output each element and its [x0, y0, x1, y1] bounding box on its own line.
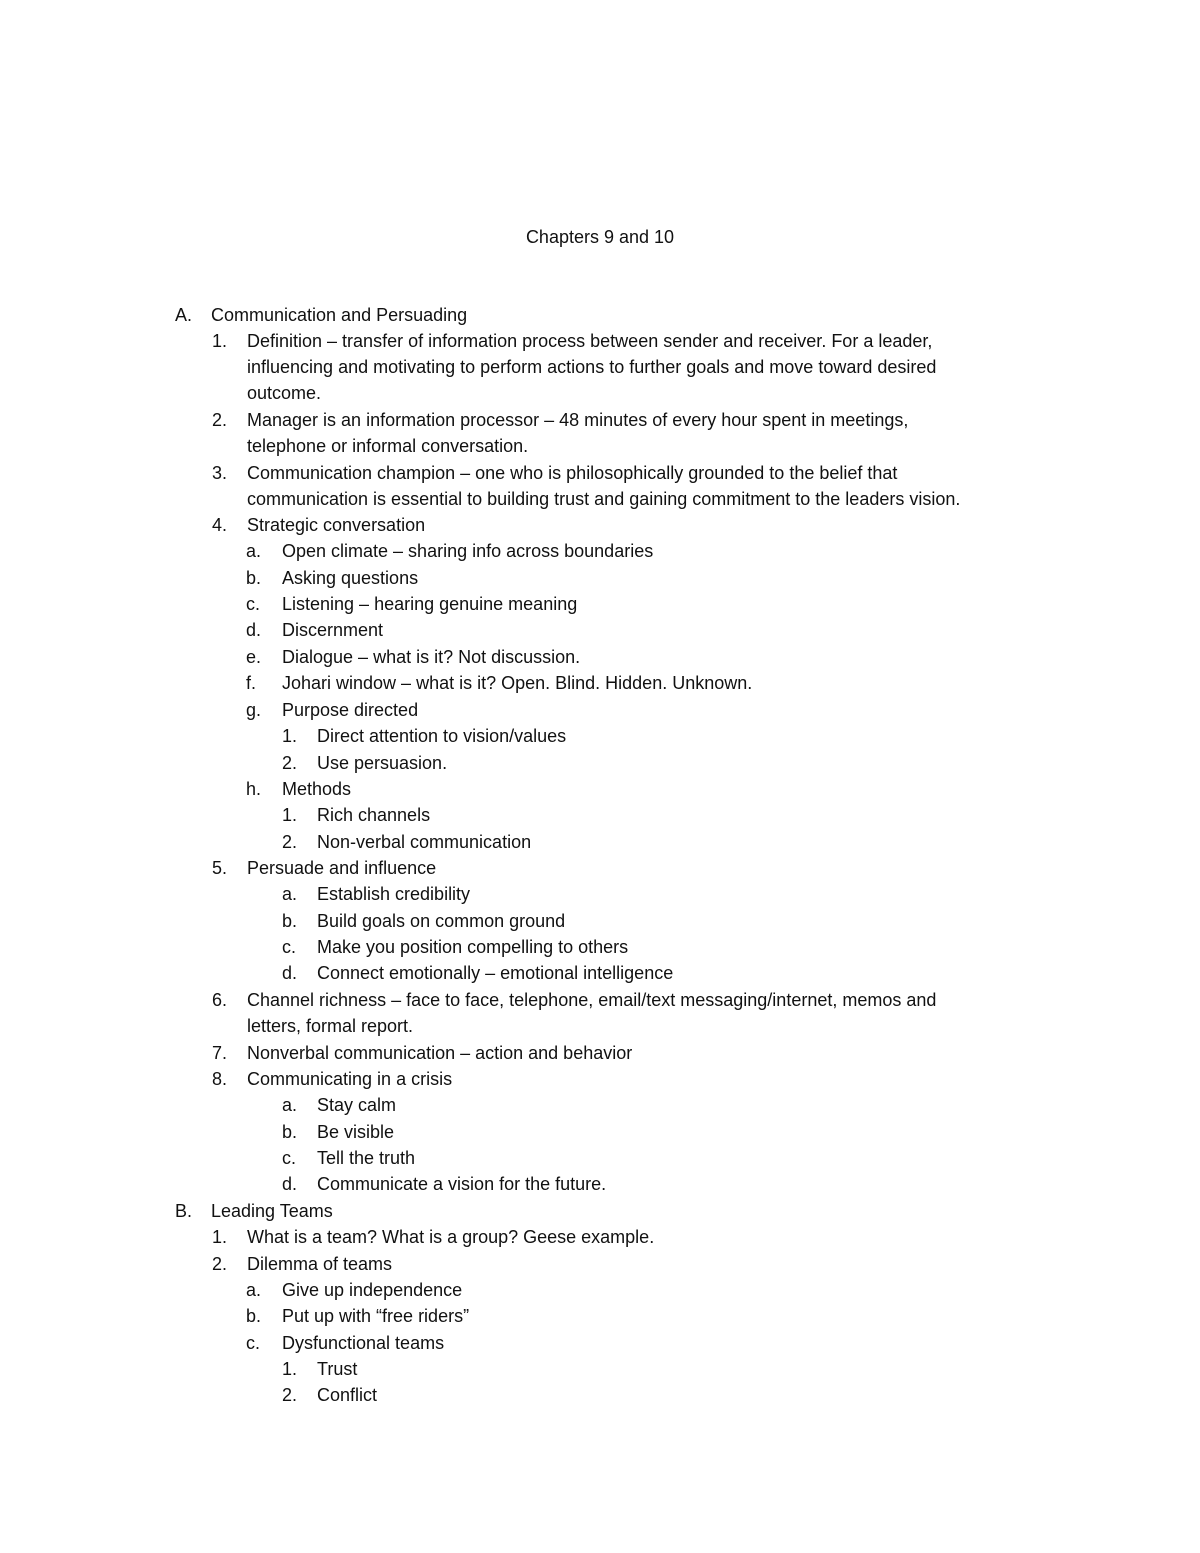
list-item-text: Rich channels	[317, 805, 431, 825]
list-item-text: Be visible	[317, 1122, 395, 1142]
list-item-text: Definition – transfer of information process between sender and receiver. For a leader,	[247, 331, 933, 351]
list-item-text: Johari window – what is it? Open. Blind. Hidden. Unknown.	[282, 673, 753, 693]
list-marker: c.	[246, 1333, 261, 1353]
list-item-text: Make you position compelling to others	[317, 937, 629, 957]
list-item-text: Channel richness – face to face, telephone, email/text messaging/internet, memos and	[247, 990, 937, 1010]
list-item-text: Build goals on common ground	[317, 911, 566, 931]
list-marker: 1.	[282, 805, 298, 825]
list-marker: 1.	[282, 1359, 298, 1379]
list-marker: b.	[282, 911, 298, 931]
list-marker: 2.	[212, 1254, 228, 1274]
list-item-text: Dilemma of teams	[247, 1254, 393, 1274]
list-item-text: Asking questions	[282, 568, 419, 588]
list-item-text: influencing and motivating to perform actions to further goals and move toward desired	[247, 357, 937, 377]
list-item-text: Conflict	[317, 1385, 378, 1405]
list-item-text: Trust	[317, 1359, 358, 1379]
list-marker: 2.	[282, 1385, 298, 1405]
list-item-text: Use persuasion.	[317, 753, 448, 773]
list-item-text: Persuade and influence	[247, 858, 437, 878]
list-marker: 6.	[212, 990, 228, 1010]
list-marker: 4.	[212, 515, 228, 535]
list-marker: c.	[246, 594, 261, 614]
list-item-text: Connect emotionally – emotional intelligence	[317, 963, 674, 983]
list-marker: d.	[282, 1174, 298, 1194]
list-item-text: Dysfunctional teams	[282, 1333, 445, 1353]
list-marker: a.	[246, 1280, 262, 1300]
list-marker: d.	[246, 620, 262, 640]
list-marker: c.	[282, 937, 297, 957]
list-item-text: outcome.	[247, 383, 322, 403]
list-item-text: Establish credibility	[317, 884, 471, 904]
list-item-text: Open climate – sharing info across boundaries	[282, 541, 654, 561]
list-item-text: Direct attention to vision/values	[317, 726, 567, 746]
list-item-text: Methods	[282, 779, 352, 799]
list-marker: 2.	[282, 753, 298, 773]
list-item-text: What is a team? What is a group? Geese example.	[247, 1227, 655, 1247]
list-marker: 1.	[282, 726, 298, 746]
list-marker: 8.	[212, 1069, 228, 1089]
list-marker: a.	[282, 1095, 298, 1115]
list-marker: c.	[282, 1148, 297, 1168]
list-marker: 5.	[212, 858, 228, 878]
list-marker: 1.	[212, 1227, 228, 1247]
list-item-text: Non-verbal communication	[317, 832, 532, 852]
list-item-text: Dialogue – what is it? Not discussion.	[282, 647, 581, 667]
list-item-text: telephone or informal conversation.	[247, 436, 529, 456]
list-item-text: Stay calm	[317, 1095, 397, 1115]
list-item-text: Nonverbal communication – action and behavior	[247, 1043, 633, 1063]
page-title: Chapters 9 and 10	[525, 227, 675, 247]
list-item-text: Leading Teams	[211, 1201, 333, 1221]
list-item-text: Communication and Persuading	[211, 305, 468, 325]
list-marker: 2.	[282, 832, 298, 852]
list-item-text: Communicating in a crisis	[247, 1069, 453, 1089]
list-marker: B.	[175, 1201, 193, 1221]
list-item-text: Purpose directed	[282, 700, 419, 720]
list-item-text: Communicate a vision for the future.	[317, 1174, 607, 1194]
list-marker: g.	[246, 700, 262, 720]
list-marker: e.	[246, 647, 262, 667]
list-marker: b.	[246, 568, 262, 588]
list-marker: h.	[246, 779, 262, 799]
list-item-text: Give up independence	[282, 1280, 463, 1300]
list-item-text: Discernment	[282, 620, 384, 640]
list-marker: d.	[282, 963, 298, 983]
list-item-text: communication is essential to building trust and gaining commitment to the leaders vision.	[247, 489, 961, 509]
list-marker: b.	[246, 1306, 262, 1326]
list-marker: a.	[282, 884, 298, 904]
list-marker: 3.	[212, 463, 228, 483]
list-item-text: Put up with “free riders”	[282, 1306, 470, 1326]
list-item-text: letters, formal report.	[247, 1016, 414, 1036]
list-marker: A.	[175, 305, 193, 325]
list-marker: b.	[282, 1122, 298, 1142]
list-item-text: Listening – hearing genuine meaning	[282, 594, 578, 614]
list-item-text: Communication champion – one who is philosophically grounded to the belief that	[247, 463, 898, 483]
list-marker: 1.	[212, 331, 228, 351]
list-item-text: Strategic conversation	[247, 515, 426, 535]
list-item-text: Tell the truth	[317, 1148, 416, 1168]
list-marker: 2.	[212, 410, 228, 430]
list-marker: f.	[246, 673, 257, 693]
list-marker: 7.	[212, 1043, 228, 1063]
list-marker: a.	[246, 541, 262, 561]
list-item-text: Manager is an information processor – 48 minutes of every hour spent in meetings,	[247, 410, 909, 430]
